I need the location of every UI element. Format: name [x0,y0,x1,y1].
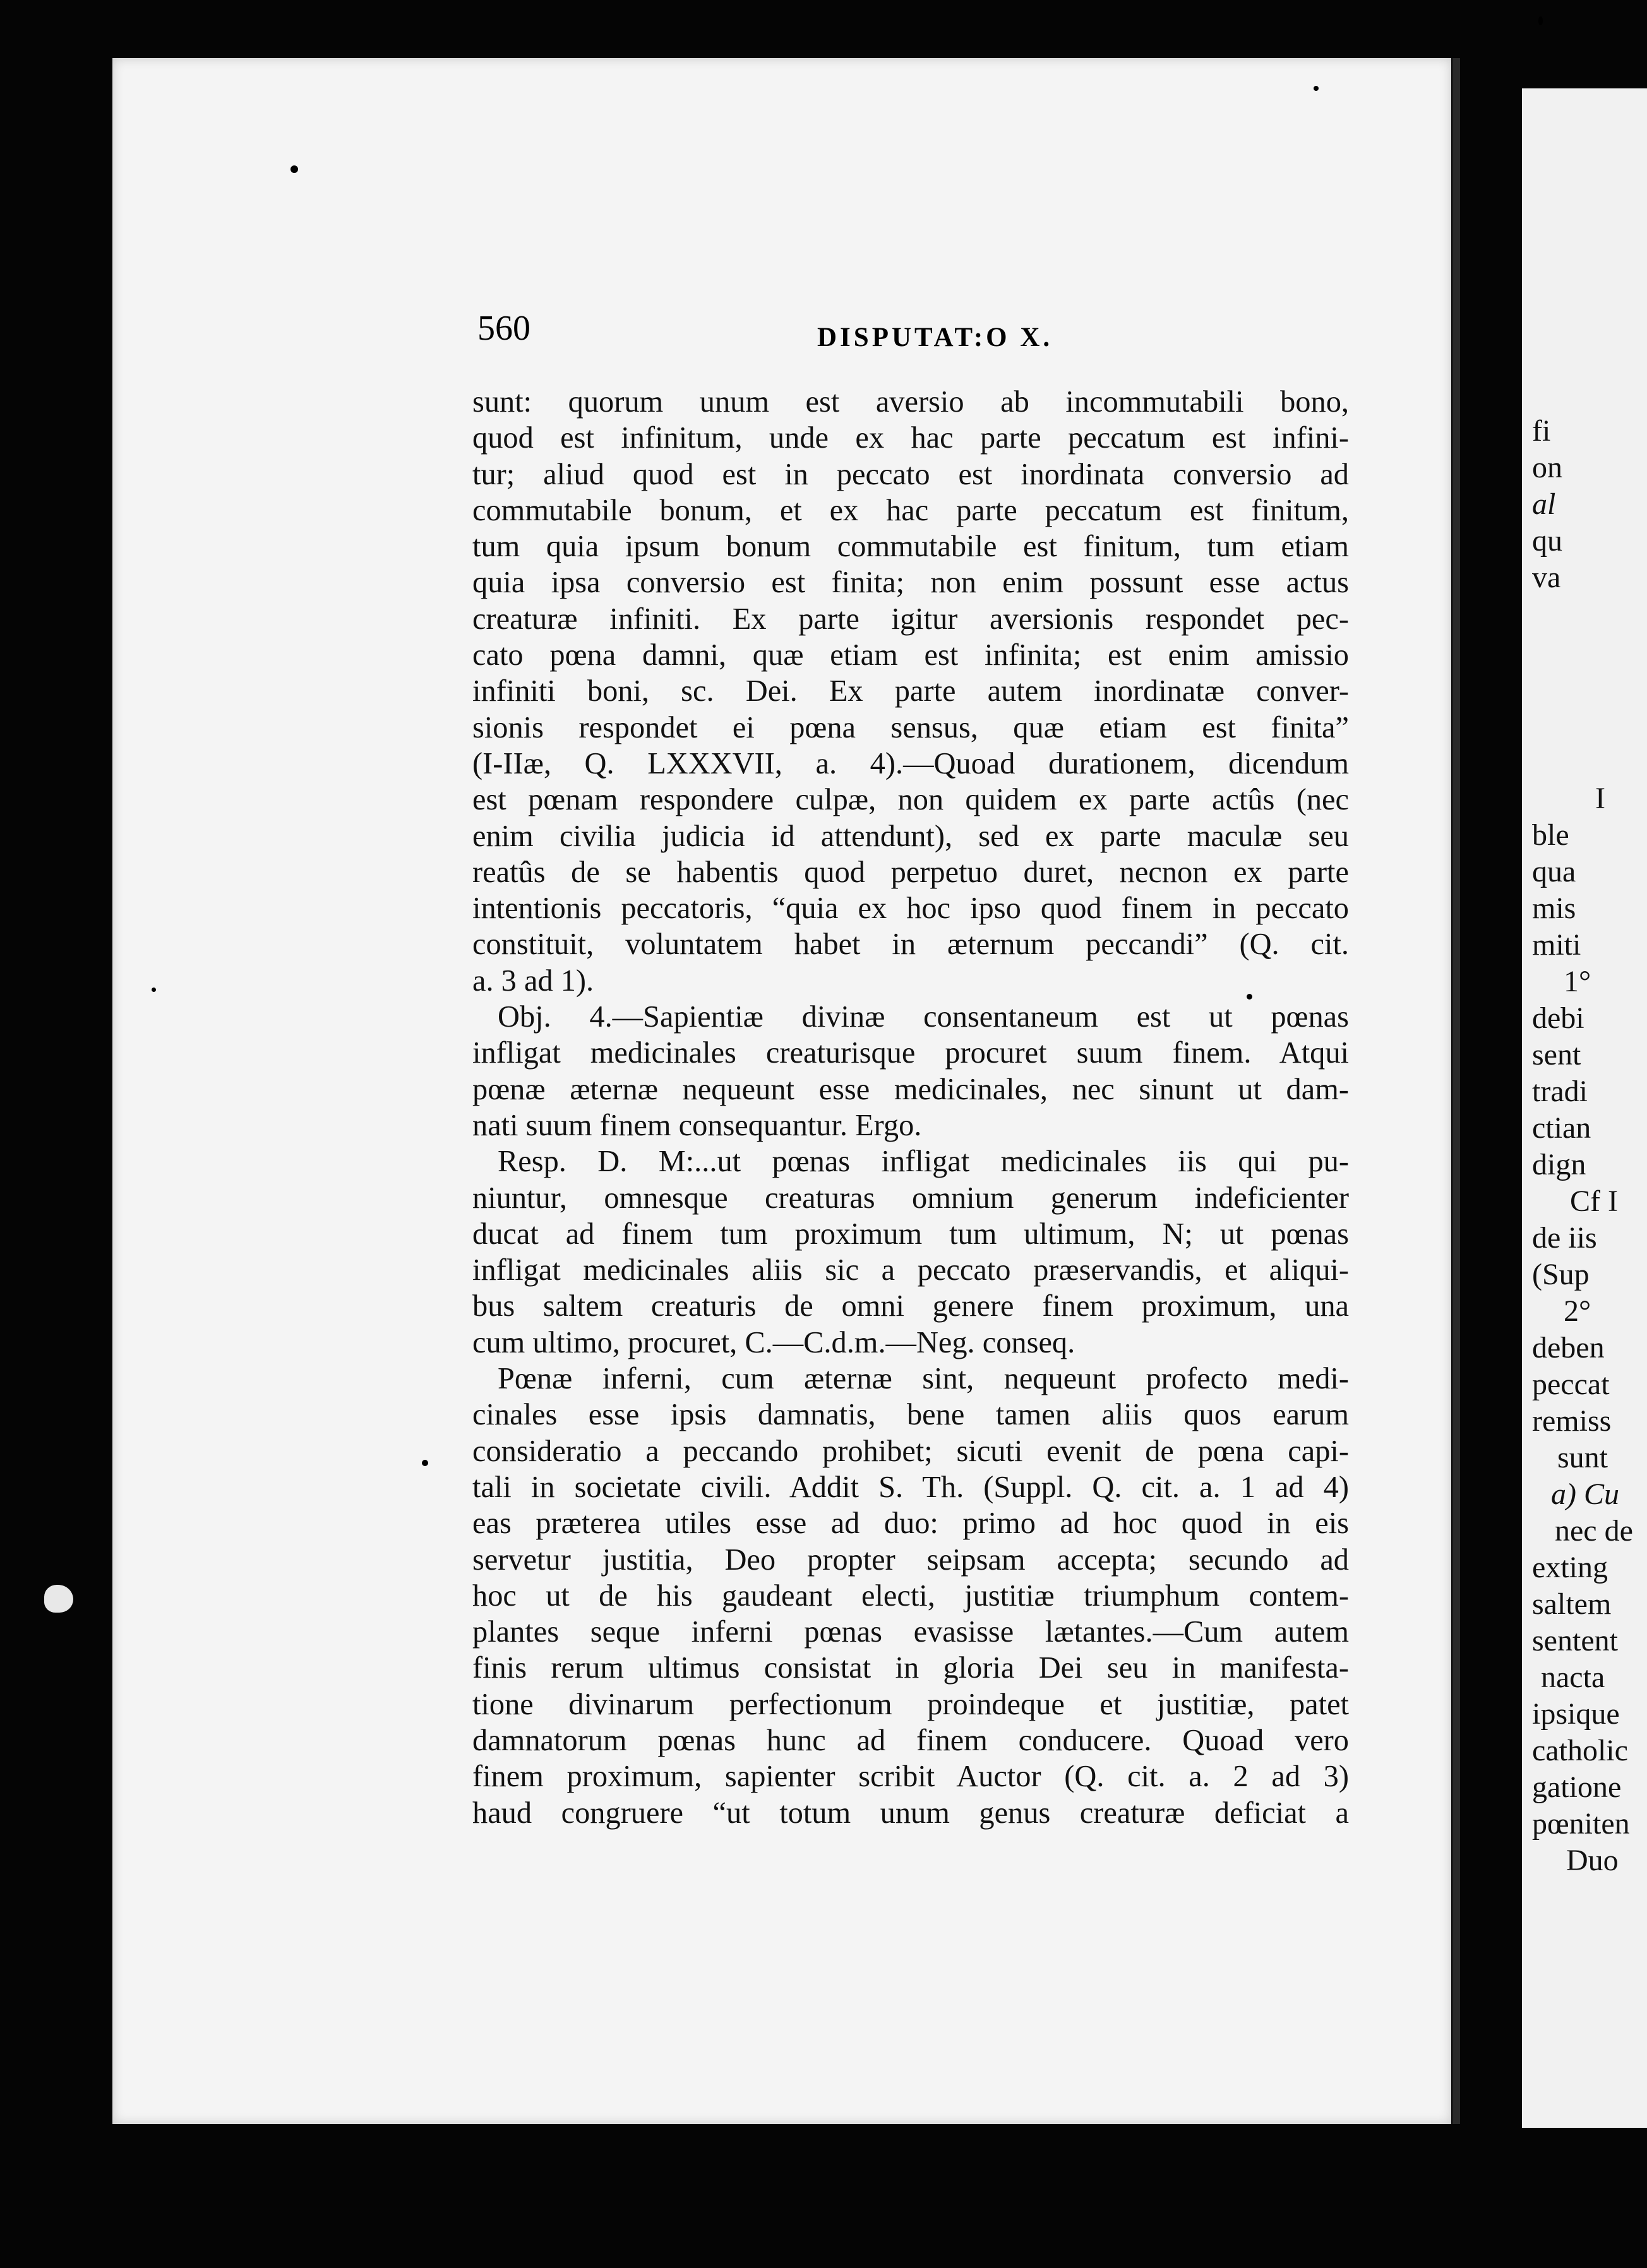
text-line: bus saltem creaturis de omni genere finem proximum, una [472,1289,1349,1323]
text-line: eas præterea utiles esse ad duo: primo ad hoc quod in eis [472,1507,1349,1541]
fragment: miti [1532,928,1581,962]
fragment: ble [1532,818,1569,852]
text-line: Resp. D. M:...ut pœnas infligat medicinales iis qui pu- [498,1145,1349,1179]
fragment: Cf I [1570,1185,1618,1218]
text-line: creaturæ infiniti. Ex parte igitur aversionis respondet pec- [472,602,1349,636]
text-line: a. 3 ad 1). [472,964,594,998]
text-line: est pœnam respondere culpæ, non quidem ex parte actûs (nec [472,783,1349,817]
fragment: fi [1532,414,1551,448]
fragment: nacta [1541,1661,1605,1694]
fragment: sunt [1557,1441,1608,1474]
text-line: reatûs de se habentis quod perpetuo duret, necnon ex parte [472,855,1349,889]
fragment: ctian [1532,1111,1591,1145]
fragment: qua [1532,855,1576,888]
text-line: tum quia ipsum bonum commutabile est finitum, tum etiam [472,530,1349,564]
text-line: constituit, voluntatem habet in æternum peccandi” (Q. cit. [472,928,1349,962]
text-line: servetur justitia, Deo propter seipsam accepta; secundo ad [472,1543,1349,1577]
speck [1314,86,1319,91]
text-line: intentionis peccatoris, “quia ex hoc ipso quod finem in peccato [472,892,1349,926]
text-line: finem proximum, sapienter scribit Auctor (Q. cit. a. 2 ad 3) [472,1760,1349,1794]
text-line: tur; aliud quod est in peccato est inordinata conversio ad [472,457,1349,491]
fragment: ipsique [1532,1697,1620,1731]
fragment: (Sup [1532,1258,1590,1291]
fragment: dign [1532,1148,1586,1181]
fragment: de iis [1532,1221,1597,1255]
fragment: I [1595,782,1605,815]
page-number: 560 [477,309,530,348]
text-line: cato pœna damni, quæ etiam est infinita; est enim amissio [472,638,1349,672]
fragment: Duo [1566,1844,1619,1877]
text-line: cinales esse ipsis damnatis, bene tamen aliis quos earum [472,1398,1349,1432]
text-line: infligat medicinales creaturisque procuret suum finem. Atqui [472,1036,1349,1070]
speck [422,1460,428,1466]
fragment: tradi [1532,1075,1588,1108]
text-line: pœnæ æternæ nequeunt esse medicinales, nec sinunt ut dam- [472,1072,1349,1106]
text-line: ducat ad finem tum proximum tum ultimum, N; ut pœnas [472,1217,1349,1251]
text-line: Obj. 4.—Sapientiæ divinæ consentaneum est ut pœnas [498,1000,1349,1034]
fragment: sent [1532,1038,1581,1071]
fragment: 2° [1564,1294,1591,1328]
fragment: mis [1532,892,1576,925]
fragment: debi [1532,1001,1584,1035]
text-line: enim civilia judicia id attendunt), sed ex parte maculæ seu [472,819,1349,853]
fragment: pœniten [1532,1807,1630,1841]
speck [290,165,298,173]
fragment: a) Cu [1551,1477,1619,1511]
text-line: hoc ut de his gaudeant electi, justitiæ triumphum contem- [472,1579,1349,1613]
text-line: haud congruere “ut totum unum genus creaturæ deficiat a [472,1796,1349,1830]
text-line: consideratio a peccando prohibet; sicuti evenit de pœna capi- [472,1434,1349,1468]
text-line: cum ultimo, procuret, C.—C.d.m.—Neg. conseq. [472,1325,1075,1359]
text-line: nati suum finem consequantur. Ergo. [472,1108,922,1142]
fragment: peccat [1532,1368,1610,1401]
text-line: tione divinarum perfectionum proindeque et justitiæ, patet [472,1687,1349,1721]
text-line: infiniti boni, sc. Dei. Ex parte autem inordinatæ conver- [472,674,1349,708]
text-line: Pœnæ inferni, cum æternæ sint, nequeunt profecto medi- [498,1362,1349,1396]
fragment: deben [1532,1331,1605,1364]
text-line: sunt: quorum unum est aversio ab incommutabili bono, [472,385,1349,419]
text-line: tali in societate civili. Addit S. Th. (Suppl. Q. cit. a. 1 ad 4) [472,1470,1349,1504]
text-line: quod est infinitum, unde ex hac parte peccatum est infini- [472,421,1349,455]
text-line: sionis respondet ei pœna sensus, quæ etiam est finita” [472,710,1349,744]
facing-page-fragments [1532,0,1647,2268]
running-title: DISPUTAT:O X. [817,323,1053,352]
running-header [477,308,1362,365]
fragment: exting [1532,1551,1608,1584]
fragment: nec de [1555,1514,1633,1548]
main-text-block [472,384,1349,1831]
fragment: qu [1532,524,1562,558]
text-line: (I-IIæ, Q. LXXXVII, a. 4).—Quoad durationem, dicendum [472,746,1349,780]
fragment: on [1532,451,1562,484]
text-line: quia ipsa conversio est finita; non enim possunt esse actus [472,566,1349,600]
fragment: sentent [1532,1624,1618,1657]
text-line: commutabile bonum, et ex hac parte peccatum est finitum, [472,493,1349,527]
speck [152,988,156,992]
fragment: 1° [1564,965,1591,998]
text-line: damnatorum pœnas hunc ad finem conducere. Quoad vero [472,1723,1349,1757]
fragment: remiss [1532,1404,1612,1438]
text-line: infligat medicinales aliis sic a peccato præservandis, et aliqui- [472,1253,1349,1287]
fragment: saltem [1532,1587,1612,1621]
fragment: gatione [1532,1770,1622,1804]
page-gutter-shadow [1452,58,1460,2124]
text-line: plantes seque inferni pœnas evasisse lætantes.—Cum autem [472,1615,1349,1649]
edge-blot [44,1585,73,1613]
fragment: catholic [1532,1734,1628,1767]
fragment: va [1532,561,1561,594]
text-line: finis rerum ultimus consistat in gloria Dei seu in manifesta- [472,1651,1349,1685]
text-line: niuntur, omnesque creaturas omnium generum indeficienter [472,1181,1349,1215]
fragment: al [1532,487,1556,521]
